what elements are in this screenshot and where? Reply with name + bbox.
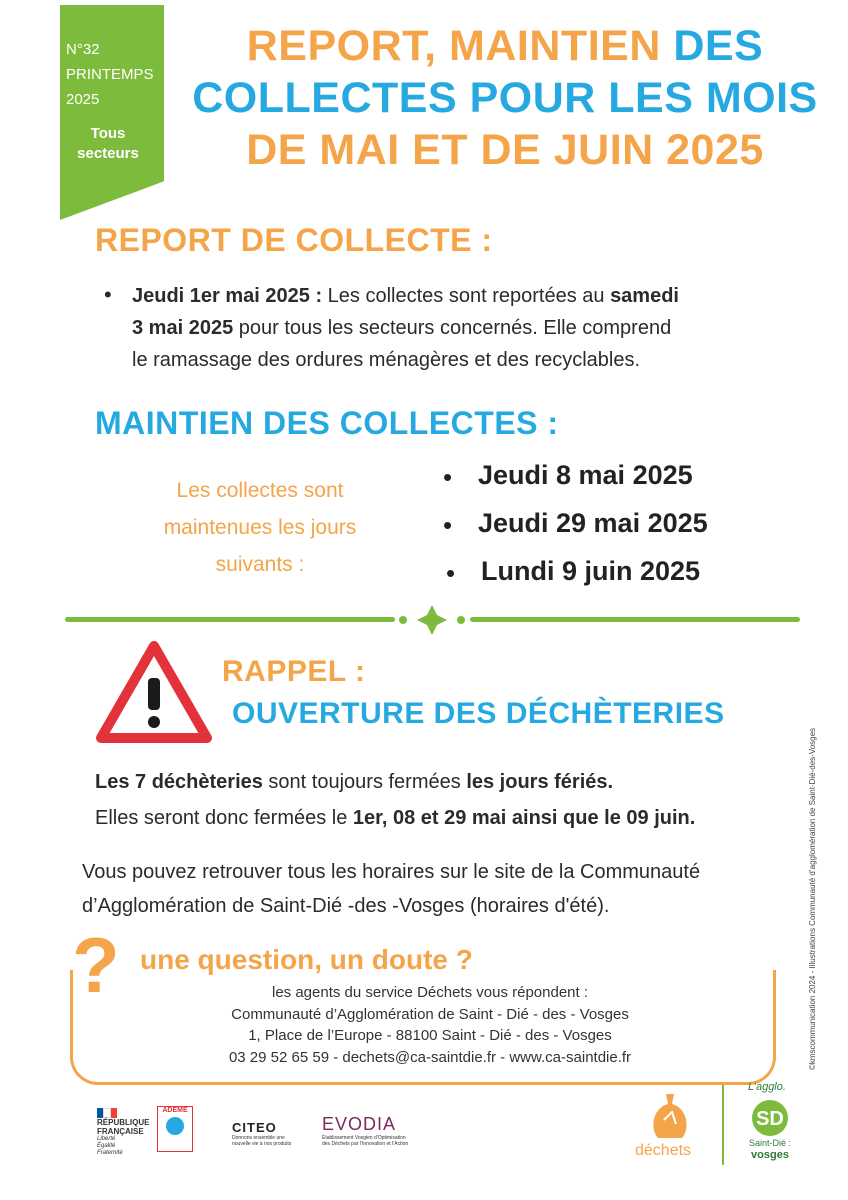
rappel-label: RAPPEL : bbox=[222, 655, 366, 688]
agglo-bottom1: Saint-Dié : bbox=[748, 1138, 792, 1148]
citeo-tagline1: Donnons ensemble une bbox=[232, 1135, 285, 1141]
rappel-bold2: les jours fériés. bbox=[466, 771, 614, 793]
report-bullet: • bbox=[104, 282, 112, 307]
agglo-bottom2: vosges bbox=[751, 1149, 789, 1161]
maintien-side-line3: suivants : bbox=[215, 553, 305, 576]
issue-season: PRINTEMPS bbox=[66, 66, 154, 83]
title-line1-orange: REPORT, MAINTIEN bbox=[246, 22, 674, 70]
agglo-sd-logo-icon bbox=[750, 1098, 790, 1138]
report-bold2: samedi bbox=[610, 285, 679, 307]
divider-right bbox=[470, 617, 800, 622]
rappel-bold1: Les 7 déchèteries bbox=[95, 771, 263, 793]
maintien-side-line1: Les collectes sont bbox=[176, 479, 344, 502]
sectors-line2: secteurs bbox=[77, 145, 139, 162]
report-line2 bbox=[132, 312, 772, 344]
contact-line-2: Communauté d’Agglomération de Saint - Dié - des - Vosges bbox=[231, 1006, 629, 1023]
divider-left bbox=[65, 617, 395, 622]
contact-line-3: 1, Place de l’Europe - 88100 Saint - Dié - des - Vosges bbox=[248, 1027, 612, 1044]
rappel-subtitle: OUVERTURE DES DÉCHÈTERIES bbox=[232, 697, 725, 730]
svg-text:SD: SD bbox=[756, 1108, 784, 1130]
citeo-wordmark: CITEO bbox=[232, 1120, 277, 1135]
rappel-line2 bbox=[95, 800, 815, 836]
sectors-line1: Tous bbox=[90, 125, 126, 142]
ademe-label: ADEME bbox=[162, 1107, 188, 1114]
republique-motto3: Fraternité bbox=[97, 1150, 123, 1156]
title-line1-blue: DES bbox=[673, 22, 764, 70]
rappel-paragraph bbox=[95, 764, 815, 836]
hours-info bbox=[82, 855, 812, 923]
date-item-3: Lundi 9 juin 2025 bbox=[481, 556, 701, 586]
question-mark-icon: ? bbox=[72, 921, 120, 1009]
waste-bag-icon bbox=[648, 1090, 692, 1142]
hours-info-line2: d’Agglomération de Saint-Dié -des -Vosges (horaires d'été). bbox=[82, 895, 610, 917]
maintien-side-line2: maintenues les jours bbox=[163, 516, 357, 539]
rappel-bold3: 1er, 08 et 29 mai ainsi que le 09 juin. bbox=[352, 807, 696, 829]
report-line3: le ramassage des ordures ménagères et des recyclables. bbox=[132, 349, 641, 371]
republique-line2: FRANÇAISE bbox=[97, 1127, 144, 1136]
date-item-2: Jeudi 29 mai 2025 bbox=[478, 508, 708, 538]
maintien-side-text bbox=[125, 472, 395, 583]
evodia-logo bbox=[322, 1114, 408, 1147]
hours-info-line1: Vous pouvez retrouver tous les horaires sur le site de la Communauté bbox=[82, 861, 701, 883]
report-bold3: 3 mai 2025 bbox=[132, 317, 234, 339]
republique-motto2: Égalité bbox=[97, 1143, 116, 1149]
date-bullet-1: • bbox=[443, 462, 453, 492]
rappel-line1 bbox=[95, 764, 815, 800]
report-text2: pour tous les secteurs concernés. Elle comprend bbox=[233, 317, 672, 339]
contact-line-1: les agents du service Déchets vous répondent : bbox=[271, 984, 589, 1001]
page-title-line3: DE MAI ET DE JUIN 2025 bbox=[246, 126, 764, 174]
evodia-tagline2: des Déchets par l’Innovation et l’Action bbox=[322, 1141, 409, 1147]
report-line1 bbox=[132, 280, 772, 312]
warning-triangle-icon bbox=[95, 640, 213, 745]
globe-icon bbox=[166, 1117, 184, 1135]
republique-logo bbox=[97, 1108, 149, 1157]
ademe-logo bbox=[157, 1106, 193, 1152]
logo-separator bbox=[722, 1085, 724, 1165]
divider-ornament-icon bbox=[395, 603, 470, 637]
contact-line-4: 03 29 52 65 59 - dechets@ca-saintdie.fr - www.ca-saintdie.fr bbox=[228, 1049, 632, 1066]
date-item-1: Jeudi 8 mai 2025 bbox=[478, 460, 693, 490]
report-heading: REPORT DE COLLECTE : bbox=[95, 222, 493, 258]
agglo-top: L’agglo. bbox=[748, 1081, 786, 1093]
citeo-logo bbox=[232, 1120, 291, 1147]
republique-line1: RÉPUBLIQUE bbox=[97, 1118, 150, 1127]
issue-number: N°32 bbox=[66, 41, 100, 58]
question-title: une question, un doute ? bbox=[140, 944, 473, 975]
citeo-tagline2: nouvelle vie à nos produits bbox=[232, 1141, 292, 1147]
illustration-credit: ©kmscommunication 2024 - Illustrations Communauté d’agglomération de Saint-Dié-des-Vosges bbox=[808, 727, 817, 1070]
report-paragraph bbox=[132, 280, 772, 376]
issue-year: 2025 bbox=[66, 91, 100, 108]
date-bullet-3: • bbox=[446, 558, 456, 588]
evodia-tagline1: Établissement Vosgien d’Optimisation bbox=[322, 1135, 406, 1141]
rappel-text2: Elles seront donc fermées le bbox=[95, 807, 353, 829]
french-flag-icon bbox=[97, 1108, 117, 1118]
page-title-line1 bbox=[170, 20, 840, 72]
republique-motto1: Liberté bbox=[97, 1136, 116, 1142]
date-bullet-2: • bbox=[443, 510, 453, 540]
evodia-wordmark: EVODIA bbox=[322, 1114, 397, 1134]
page-title-line2: COLLECTES POUR LES MOIS bbox=[192, 74, 818, 122]
report-bold1: Jeudi 1er mai 2025 : bbox=[132, 285, 323, 307]
report-text1: Les collectes sont reportées au bbox=[322, 285, 611, 307]
maintien-heading: MAINTIEN DES COLLECTES : bbox=[95, 405, 559, 441]
dechets-label: déchets bbox=[635, 1142, 692, 1159]
rappel-text1: sont toujours fermées bbox=[262, 771, 467, 793]
issue-ribbon bbox=[60, 5, 164, 220]
